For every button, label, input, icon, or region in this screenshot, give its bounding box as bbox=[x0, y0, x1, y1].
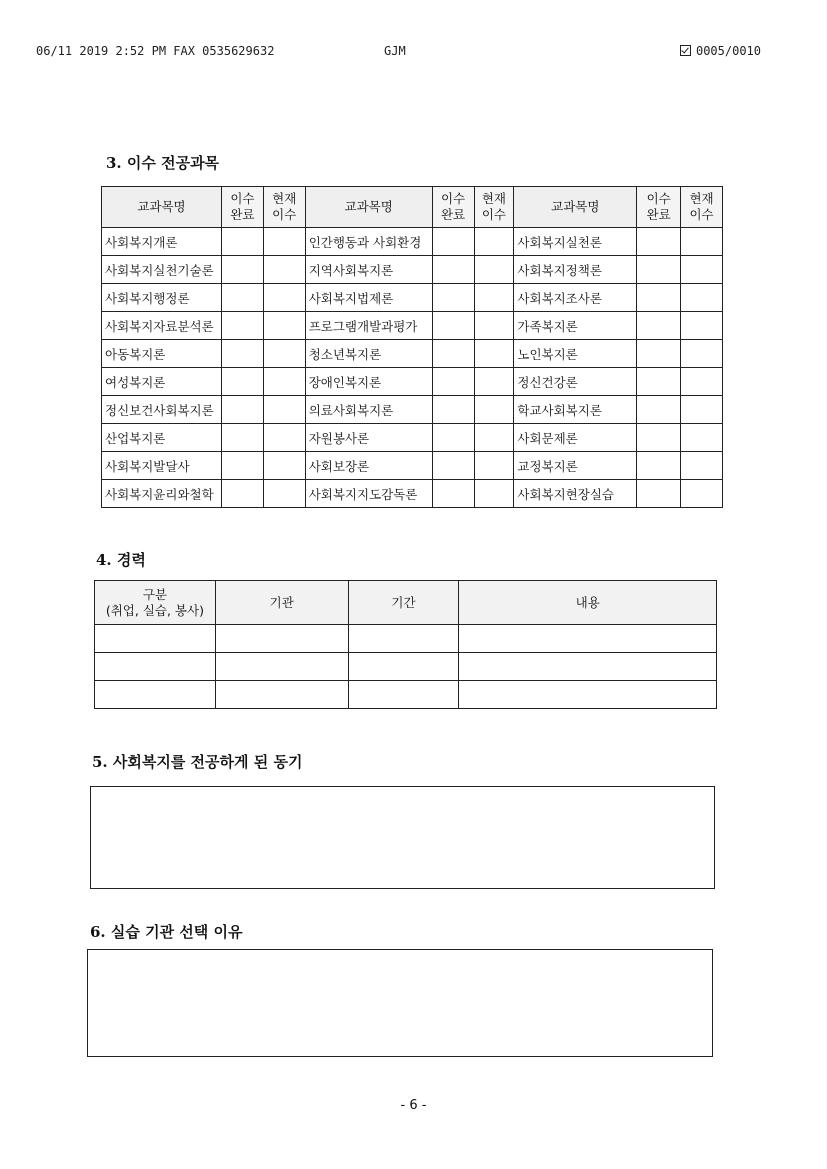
career-institution-cell[interactable] bbox=[215, 625, 348, 653]
current-checkbox-cell[interactable] bbox=[474, 228, 514, 256]
completed-checkbox-cell[interactable] bbox=[432, 480, 474, 508]
career-period-cell[interactable] bbox=[348, 653, 459, 681]
completed-checkbox-cell[interactable] bbox=[432, 284, 474, 312]
career-period-cell[interactable] bbox=[348, 681, 459, 709]
header-course-name: 교과목명 bbox=[514, 187, 637, 228]
current-checkbox-cell[interactable] bbox=[263, 480, 305, 508]
completed-checkbox-cell[interactable] bbox=[637, 228, 681, 256]
course-name-cell: 지역사회복지론 bbox=[305, 256, 432, 284]
current-checkbox-cell[interactable] bbox=[263, 256, 305, 284]
table-row bbox=[102, 368, 723, 396]
completed-checkbox-cell[interactable] bbox=[637, 312, 681, 340]
current-checkbox-cell[interactable] bbox=[681, 228, 723, 256]
completed-checkbox-cell[interactable] bbox=[432, 312, 474, 340]
career-category-cell[interactable] bbox=[95, 653, 216, 681]
course-name-cell: 청소년복지론 bbox=[305, 340, 432, 368]
header-current: 현재 이수 bbox=[263, 187, 305, 228]
completed-checkbox-cell[interactable] bbox=[221, 284, 263, 312]
completed-checkbox-cell[interactable] bbox=[637, 368, 681, 396]
section4-title: 4. 경력 bbox=[96, 551, 146, 569]
header-current: 현재 이수 bbox=[681, 187, 723, 228]
current-checkbox-cell[interactable] bbox=[263, 284, 305, 312]
career-table bbox=[94, 580, 717, 709]
course-name-cell: 사회복지실천론 bbox=[514, 228, 637, 256]
table-row bbox=[102, 228, 723, 256]
section6-title: 6. 실습 기관 선택 이유 bbox=[90, 923, 243, 941]
section5-title: 5. 사회복지를 전공하게 된 동기 bbox=[92, 753, 303, 771]
header-course-name: 교과목명 bbox=[102, 187, 222, 228]
current-checkbox-cell[interactable] bbox=[263, 228, 305, 256]
career-header-row bbox=[95, 581, 717, 625]
career-content-cell[interactable] bbox=[459, 681, 717, 709]
completed-checkbox-cell[interactable] bbox=[221, 340, 263, 368]
current-checkbox-cell[interactable] bbox=[474, 480, 514, 508]
completed-checkbox-cell[interactable] bbox=[221, 424, 263, 452]
current-checkbox-cell[interactable] bbox=[263, 340, 305, 368]
current-checkbox-cell[interactable] bbox=[474, 452, 514, 480]
current-checkbox-cell[interactable] bbox=[263, 312, 305, 340]
completed-checkbox-cell[interactable] bbox=[637, 424, 681, 452]
current-checkbox-cell[interactable] bbox=[681, 284, 723, 312]
completed-checkbox-cell[interactable] bbox=[432, 452, 474, 480]
current-checkbox-cell[interactable] bbox=[263, 396, 305, 424]
course-name-cell: 사회복지실천기술론 bbox=[102, 256, 222, 284]
current-checkbox-cell[interactable] bbox=[474, 284, 514, 312]
header-category: 구분 (취업, 실습, 봉사) bbox=[95, 581, 216, 625]
current-checkbox-cell[interactable] bbox=[681, 424, 723, 452]
fax-page-count: 0005/0010 bbox=[695, 44, 761, 58]
course-name-cell: 교정복지론 bbox=[514, 452, 637, 480]
section3-title: 3. 이수 전공과목 bbox=[106, 154, 220, 172]
header-completed: 이수 완료 bbox=[432, 187, 474, 228]
table-row bbox=[95, 681, 717, 709]
career-period-cell[interactable] bbox=[348, 625, 459, 653]
course-name-cell: 노인복지론 bbox=[514, 340, 637, 368]
current-checkbox-cell[interactable] bbox=[681, 452, 723, 480]
header-institution: 기관 bbox=[215, 581, 348, 625]
header-completed: 이수 완료 bbox=[637, 187, 681, 228]
completed-checkbox-cell[interactable] bbox=[221, 452, 263, 480]
current-checkbox-cell[interactable] bbox=[681, 368, 723, 396]
course-name-cell: 여성복지론 bbox=[102, 368, 222, 396]
course-name-cell: 학교사회복지론 bbox=[514, 396, 637, 424]
table-row bbox=[102, 424, 723, 452]
current-checkbox-cell[interactable] bbox=[263, 452, 305, 480]
table-row bbox=[102, 396, 723, 424]
course-name-cell: 사회문제론 bbox=[514, 424, 637, 452]
completed-checkbox-cell[interactable] bbox=[432, 256, 474, 284]
career-category-cell[interactable] bbox=[95, 681, 216, 709]
course-name-cell: 사회복지자료분석론 bbox=[102, 312, 222, 340]
completed-checkbox-cell[interactable] bbox=[221, 396, 263, 424]
current-checkbox-cell[interactable] bbox=[474, 424, 514, 452]
completed-checkbox-cell[interactable] bbox=[637, 340, 681, 368]
course-name-cell: 사회복지조사론 bbox=[514, 284, 637, 312]
current-checkbox-cell[interactable] bbox=[263, 424, 305, 452]
current-checkbox-cell[interactable] bbox=[681, 396, 723, 424]
header-period: 기간 bbox=[348, 581, 459, 625]
course-name-cell: 장애인복지론 bbox=[305, 368, 432, 396]
completed-checkbox-cell[interactable] bbox=[432, 228, 474, 256]
completed-checkbox-cell[interactable] bbox=[637, 396, 681, 424]
course-name-cell: 가족복지론 bbox=[514, 312, 637, 340]
completed-checkbox-cell[interactable] bbox=[637, 256, 681, 284]
completed-checkbox-cell[interactable] bbox=[637, 452, 681, 480]
course-name-cell: 사회보장론 bbox=[305, 452, 432, 480]
course-name-cell: 산업복지론 bbox=[102, 424, 222, 452]
table-row bbox=[102, 480, 723, 508]
table-row bbox=[102, 284, 723, 312]
course-name-cell: 정신보건사회복지론 bbox=[102, 396, 222, 424]
table-row bbox=[102, 312, 723, 340]
checkbox-icon bbox=[680, 45, 691, 56]
career-institution-cell[interactable] bbox=[215, 681, 348, 709]
course-name-cell: 사회복지법제론 bbox=[305, 284, 432, 312]
course-name-cell: 사회복지현장실습 bbox=[514, 480, 637, 508]
current-checkbox-cell[interactable] bbox=[681, 312, 723, 340]
completed-checkbox-cell[interactable] bbox=[432, 368, 474, 396]
completed-checkbox-cell[interactable] bbox=[221, 312, 263, 340]
header-content: 내용 bbox=[459, 581, 717, 625]
table-row bbox=[102, 452, 723, 480]
courses-table bbox=[101, 186, 723, 508]
placement-reason-textbox[interactable] bbox=[87, 949, 713, 1057]
completed-checkbox-cell[interactable] bbox=[221, 480, 263, 508]
career-content-cell[interactable] bbox=[459, 625, 717, 653]
table-row bbox=[95, 625, 717, 653]
course-name-cell: 아동복지론 bbox=[102, 340, 222, 368]
current-checkbox-cell[interactable] bbox=[263, 368, 305, 396]
career-category-cell[interactable] bbox=[95, 625, 216, 653]
current-checkbox-cell[interactable] bbox=[474, 396, 514, 424]
current-checkbox-cell[interactable] bbox=[474, 312, 514, 340]
course-name-cell: 자원봉사론 bbox=[305, 424, 432, 452]
table-row bbox=[102, 256, 723, 284]
current-checkbox-cell[interactable] bbox=[474, 256, 514, 284]
course-name-cell: 사회복지개론 bbox=[102, 228, 222, 256]
completed-checkbox-cell[interactable] bbox=[221, 228, 263, 256]
current-checkbox-cell[interactable] bbox=[681, 256, 723, 284]
fax-header-left: 06/11 2019 2:52 PM FAX 0535629632 bbox=[36, 44, 275, 58]
completed-checkbox-cell[interactable] bbox=[221, 368, 263, 396]
completed-checkbox-cell[interactable] bbox=[432, 424, 474, 452]
course-name-cell: 프로그램개발과평가 bbox=[305, 312, 432, 340]
current-checkbox-cell[interactable] bbox=[681, 480, 723, 508]
course-name-cell: 사회복지정책론 bbox=[514, 256, 637, 284]
fax-header bbox=[0, 44, 827, 62]
course-name-cell: 사회복지행정론 bbox=[102, 284, 222, 312]
table-row bbox=[95, 653, 717, 681]
header-completed: 이수 완료 bbox=[221, 187, 263, 228]
completed-checkbox-cell[interactable] bbox=[221, 256, 263, 284]
completed-checkbox-cell[interactable] bbox=[432, 396, 474, 424]
completed-checkbox-cell[interactable] bbox=[432, 340, 474, 368]
courses-header-row bbox=[102, 187, 723, 228]
completed-checkbox-cell[interactable] bbox=[637, 480, 681, 508]
current-checkbox-cell[interactable] bbox=[474, 340, 514, 368]
course-name-cell: 사회복지지도감독론 bbox=[305, 480, 432, 508]
current-checkbox-cell[interactable] bbox=[474, 368, 514, 396]
fax-header-center: GJM bbox=[384, 44, 406, 58]
course-name-cell: 사회복지윤리와철학 bbox=[102, 480, 222, 508]
fax-header-right bbox=[680, 44, 761, 58]
course-name-cell: 사회복지발달사 bbox=[102, 452, 222, 480]
current-checkbox-cell[interactable] bbox=[681, 340, 723, 368]
page-number: - 6 - bbox=[400, 1098, 427, 1113]
header-course-name: 교과목명 bbox=[305, 187, 432, 228]
course-name-cell: 인간행동과 사회환경 bbox=[305, 228, 432, 256]
table-row bbox=[102, 340, 723, 368]
career-content-cell[interactable] bbox=[459, 653, 717, 681]
header-current: 현재 이수 bbox=[474, 187, 514, 228]
career-institution-cell[interactable] bbox=[215, 653, 348, 681]
course-name-cell: 정신건강론 bbox=[514, 368, 637, 396]
course-name-cell: 의료사회복지론 bbox=[305, 396, 432, 424]
motivation-textbox[interactable] bbox=[90, 786, 715, 889]
completed-checkbox-cell[interactable] bbox=[637, 284, 681, 312]
